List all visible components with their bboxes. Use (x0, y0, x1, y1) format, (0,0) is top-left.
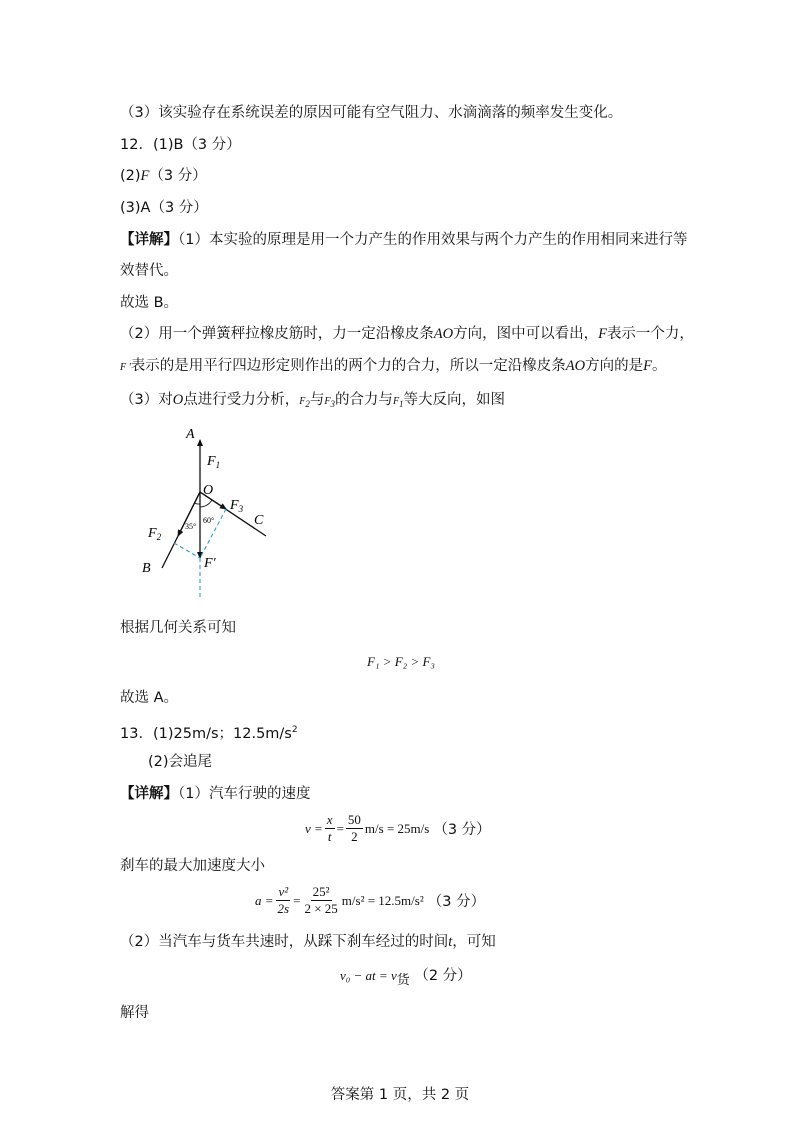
detail-tag-13: 【详解】 (120, 786, 178, 802)
detail-12-2-text-d: 表示的是用平行四边形定则作出的两个力的合力，所以一定沿橡皮条 (130, 358, 566, 374)
var-f-2: F (643, 358, 652, 374)
detail-12-3-text-b: 点进行受力分析， (183, 392, 300, 408)
label-f-prime: F′ (204, 556, 216, 571)
var-ao-2: AO (565, 358, 586, 374)
solve-label: 解得 (120, 1005, 149, 1021)
detail-13-2 (120, 932, 496, 952)
detail-13-2-text-b: ，可知 (452, 934, 496, 950)
var-f1: $F_1$ (392, 396, 404, 409)
eq-v-result: m/s = 25m/s (364, 820, 430, 836)
dash-1 (174, 543, 200, 558)
detail-12-2-text-f: 。 (651, 358, 667, 374)
inequality: F₁ > F₂ > F₃ (367, 654, 435, 669)
eq-v-score: （3 分） (433, 822, 491, 838)
eq-a-frac1: $\frac{\text{v²}}{2s}$ (277, 884, 290, 916)
eq-v-equals: = (336, 820, 344, 836)
detail-13-1-text: （1）汽车行驶的速度 (178, 786, 311, 802)
detail-12-1-line2: 效替代。 (120, 263, 178, 279)
answer-12-2-var: F (140, 168, 150, 184)
eq-t-score: （2 分） (414, 968, 472, 984)
var-f3: $F_3$ (324, 396, 335, 409)
arc-35 (194, 503, 200, 504)
label-f2: $F_2$ (148, 526, 162, 542)
detail-12-2-text-e: 方向的是 (585, 358, 644, 374)
detail-13-1 (120, 784, 310, 804)
detail-12-2-text-a: （2）用一个弹簧秤拉橡皮筋时，力一定沿橡皮条 (120, 326, 434, 342)
eq-a-frac2: $\frac{\text{25²}}{2 \times 25}$ (304, 884, 338, 916)
detail-12-2-line1 (120, 324, 694, 344)
var-t: t (448, 934, 453, 950)
answer-13-1 (120, 720, 298, 744)
label-o: O (203, 483, 214, 498)
detail-12-3-line (120, 390, 505, 414)
paragraph-error-reason: （3）该实验存在系统误差的原因可能有空气阻力、水滴滴落的频率发生变化。 (120, 105, 623, 121)
label-c: C (254, 513, 264, 528)
eq-a-score: （3 分） (427, 894, 486, 910)
arc-60 (200, 500, 212, 507)
answer-12-2 (120, 166, 207, 186)
label-angle-60: 60° (203, 516, 215, 525)
choose-b: 故选 B。 (120, 295, 179, 311)
answer-12-2-prefix: (2) (120, 168, 141, 184)
eq-a-result: m/s² = 12.5m/s² (341, 892, 424, 908)
equation-acceleration (255, 884, 485, 917)
var-o: O (172, 392, 184, 408)
label-b: B (142, 561, 151, 576)
label-f3: $F_3$ (230, 498, 244, 514)
equation-velocity (305, 812, 491, 845)
force-diagram (130, 420, 280, 605)
detail-12-3-text-a: （3）对 (120, 392, 173, 408)
var-ao: AO (433, 326, 454, 342)
label-a: A (186, 427, 195, 442)
label-angle-35: 35° (185, 522, 197, 531)
answer-13-1-sup: 2 (291, 725, 298, 735)
label-f1: $F_1$ (207, 454, 221, 470)
detail-13-2-text-a: （2）当汽车与货车共速时，从踩下刹车经过的时间 (120, 934, 449, 950)
detail-12-1-line1 (120, 230, 687, 250)
detail-12-3-text-e: 等大反向，如图 (403, 392, 506, 408)
answer-13-2: (2)会追尾 (148, 754, 213, 770)
accel-label: 刹车的最大加速度大小 (120, 858, 265, 874)
answer-12-3: (3)A（3 分） (120, 200, 208, 216)
eq-t-expr: v₀ − at = v (340, 968, 397, 983)
choose-a: 故选 A。 (120, 690, 179, 706)
detail-12-2-text-c: 表示一个力， (606, 326, 694, 342)
eq-v-frac1: $\frac{x}{t}$ (326, 812, 333, 844)
eq-t-sub: 货 (396, 971, 410, 987)
eq-a-equals: = (293, 892, 301, 908)
detail-12-3-text-c: 与 (309, 392, 325, 408)
answer-13-1-text: 13．(1)25m/s；12.5m/s (120, 725, 292, 742)
var-f2: $F_2$ (299, 396, 310, 409)
detail-12-2-line2 (120, 356, 666, 378)
equation-time (340, 966, 472, 990)
eq-a-lhs: a = (255, 892, 274, 908)
answer-12-2-score: （3 分） (149, 168, 207, 184)
var-f-prime: F ' (120, 362, 131, 373)
answer-12-1: 12．(1)B（3 分） (120, 137, 241, 153)
eq-v-frac2: $\frac{50}{2}$ (347, 812, 361, 844)
eq-v-lhs: v = (305, 820, 323, 836)
var-f: F (598, 326, 607, 342)
geometry-label: 根据几何关系可知 (120, 620, 236, 636)
detail-tag: 【详解】 (120, 232, 178, 248)
detail-12-2-text-b: 方向，图中可以看出， (453, 326, 599, 342)
detail-12-3-text-d: 的合力与 (334, 392, 393, 408)
page-footer: 答案第 1 页，共 2 页 (330, 1087, 470, 1103)
detail-text: （1）本实验的原理是用一个力产生的作用效果与两个力产生的作用相同来进行等 (178, 232, 688, 248)
